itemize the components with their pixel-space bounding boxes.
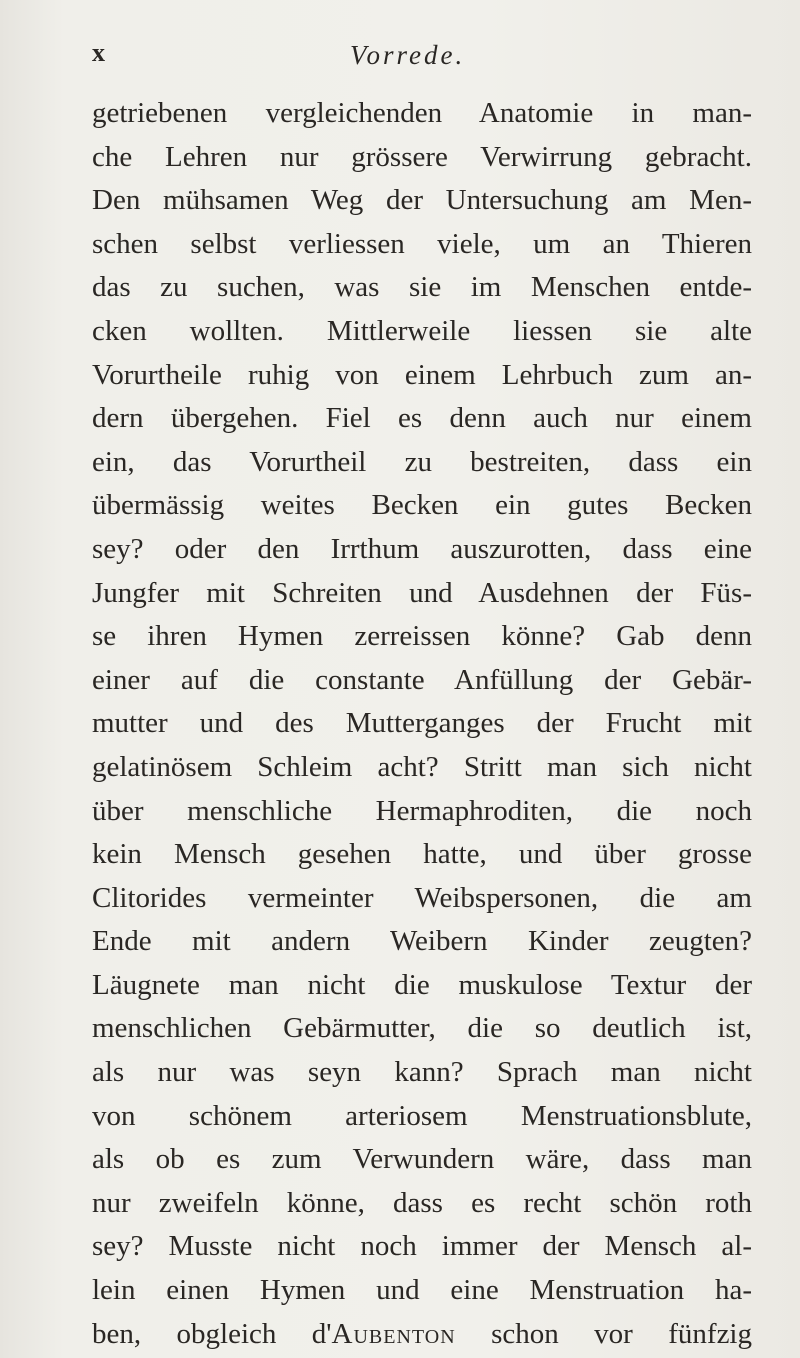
text-line: Vorurtheile ruhig von einem Lehrbuch zum an- [92,358,752,391]
text-line: von schönem arteriosem Menstruationsblute, [92,1099,752,1132]
text-line: Den mühsamen Weg der Untersuchung am Men- [92,184,752,217]
text-line: cken wollten. Mittlerweile liessen sie alte [92,314,752,347]
text-line-last [92,1313,752,1357]
text-line: lein einen Hymen und eine Menstruation ha- [92,1274,752,1307]
text-line: Ende mit andern Weibern Kinder zeugten? [92,925,752,958]
text-line: ein, das Vorurtheil zu bestreiten, dass ein [92,445,752,478]
text-line: sey? Musste nicht noch immer der Mensch al- [92,1230,752,1263]
page-number: x [92,38,106,67]
text-line: einer auf die constante Anfüllung der Gebär- [92,663,752,696]
text-line: kein Mensch gesehen hatte, und über grosse [92,838,752,871]
text-line: schen selbst verliessen viele, um an Thieren [92,227,752,260]
page-header [92,38,752,78]
text-line: nur zweifeln könne, dass es recht schön roth [92,1186,752,1219]
text-line: das zu suchen, was sie im Menschen entde- [92,271,752,304]
text-line: als nur was seyn kann? Sprach man nicht [92,1056,752,1089]
text-line: mutter und des Mutterganges der Frucht mit [92,707,752,740]
text-line: gelatinösem Schleim acht? Stritt man sich nicht [92,750,752,783]
text-line: über menschliche Hermaphroditen, die noch [92,794,752,827]
text-line: sey? oder den Irrthum auszurotten, dass eine [92,532,752,565]
author-name: Aubenton [331,1317,456,1350]
text-line: che Lehren nur grössere Verwirrung gebracht. [92,140,752,173]
running-head: Vorrede. [350,40,466,70]
text-line: als ob es zum Verwundern wäre, dass man [92,1143,752,1176]
text-line: se ihren Hymen zerreissen könne? Gab denn [92,620,752,653]
text-line: getriebenen vergleichenden Anatomie in man- [92,97,752,129]
body-text [92,92,752,1356]
last-line-before: ben, obgleich d' [92,1317,332,1350]
last-line-after: schon vor fünfzig [455,1317,752,1350]
text-line: dern übergehen. Fiel es denn auch nur einem [92,402,752,435]
text-line: menschlichen Gebärmutter, die so deutlich ist, [92,1012,752,1045]
text-line: Jungfer mit Schreiten und Ausdehnen der Füs- [92,576,752,609]
text-line: Clitorides vermeinter Weibspersonen, die am [92,881,752,914]
text-line: Läugnete man nicht die muskulose Textur der [92,968,752,1001]
text-line: übermässig weites Becken ein gutes Becken [92,489,752,522]
